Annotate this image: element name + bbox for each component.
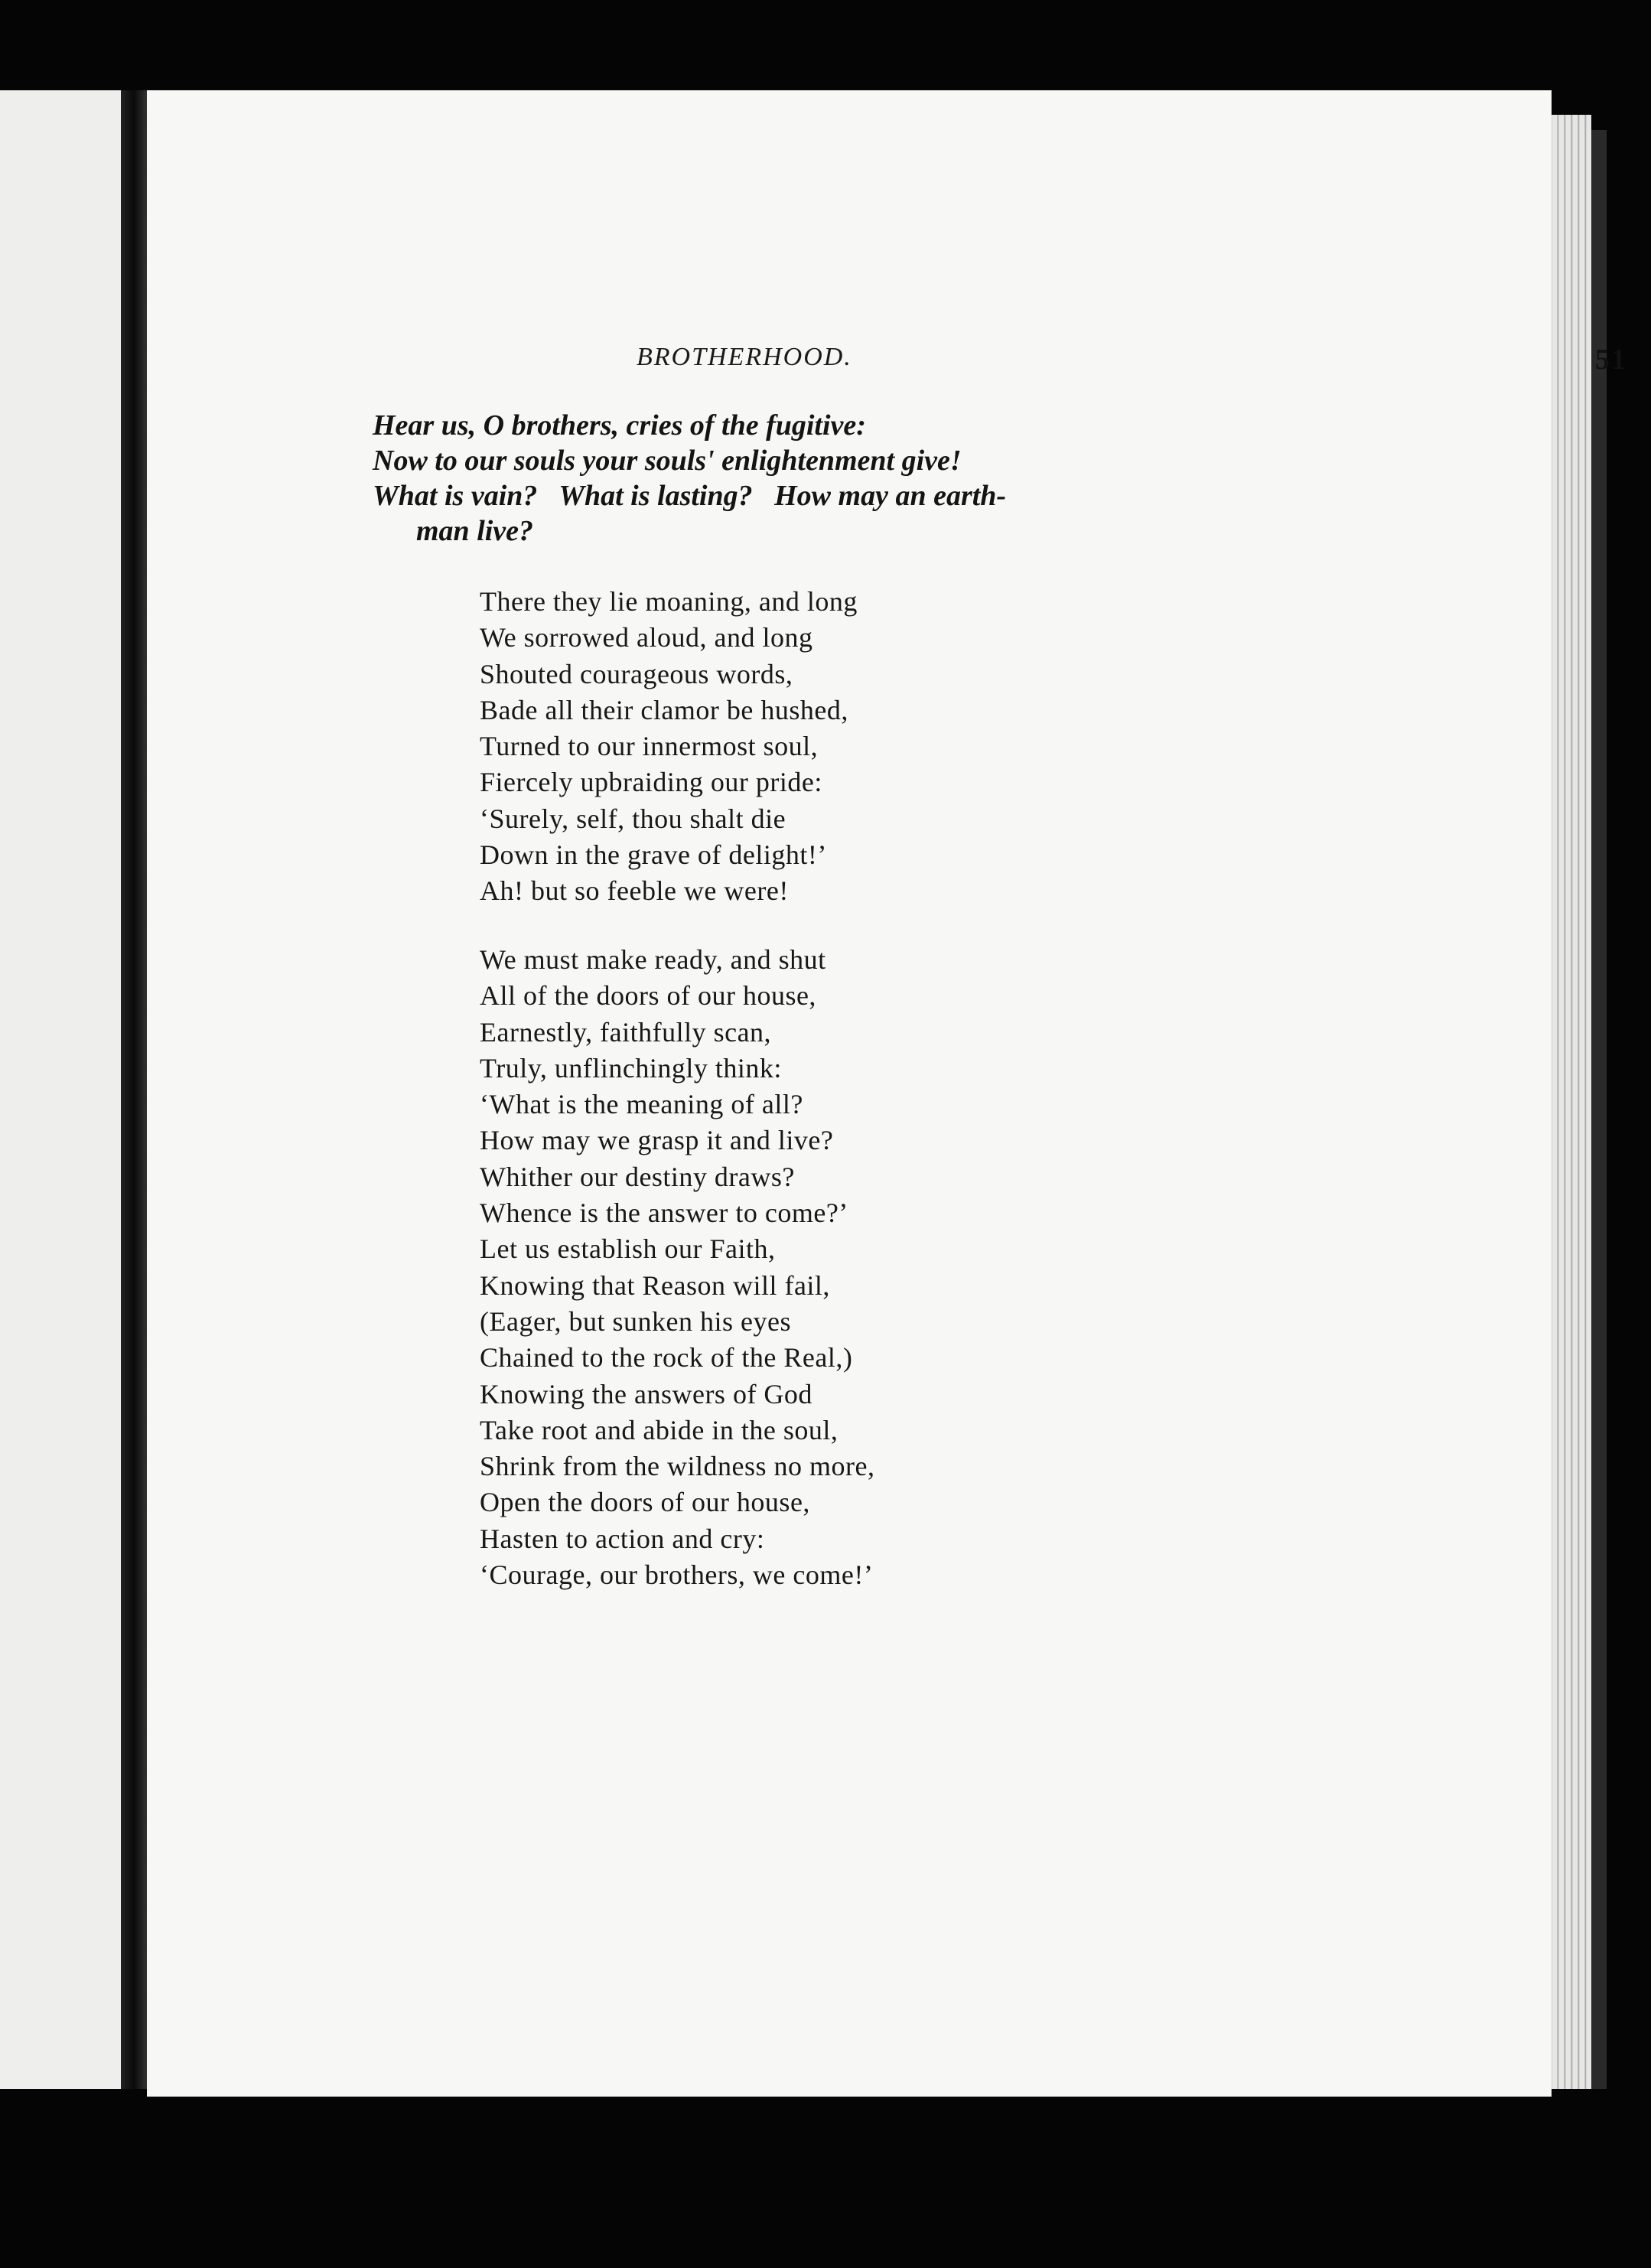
verse-line: Turned to our innermost soul, [480,731,819,762]
verse-line: Shrink from the wildness no more, [480,1451,875,1482]
verse-line: Fiercely upbraiding our pride: [480,767,822,798]
verse-line: There they lie moaning, and long [480,586,858,617]
intro-line: What is vain? What is lasting? How may an earth- [373,480,1007,512]
verse-line: Whence is the answer to come?’ [480,1198,848,1229]
verse-line: All of the doors of our house, [480,980,816,1012]
verse-line: Bade all their clamor be hushed, [480,694,848,725]
verse-line: (Eager, but sunken his eyes [480,1305,791,1337]
verse-line: We must make ready, and shut [480,944,826,975]
verse-line: Take root and abide in the soul, [480,1414,839,1445]
cover-edge [1591,130,1607,2089]
verse-line: Truly, unflinchingly think: [480,1052,782,1083]
facing-page-edge [0,90,121,2089]
verse-line: We sorrowed aloud, and long [480,622,813,653]
stanza-2 [480,942,1245,1593]
intro-line: man live? [416,515,534,547]
intro-verse [373,408,1291,549]
verse-line: Chained to the rock of the Real,) [480,1342,853,1374]
stanza-1 [480,584,1245,910]
verse-line: Let us establish our Faith, [480,1233,776,1265]
intro-line: Now to our souls your souls' enlightenment give! [373,445,962,477]
verse-line: ‘What is the meaning of all? [480,1089,803,1120]
book-page [147,90,1627,2097]
verse-line: Shouted courageous words, [480,658,793,689]
intro-line: Hear us, O brothers, cries of the fugitive: [373,409,866,442]
verse-line: Earnestly, faithfully scan, [480,1016,772,1048]
page-number: 51 [1595,344,1627,376]
verse-line: Down in the grave of delight!’ [480,839,827,871]
verse-line: Ah! but so feeble we were! [480,875,789,907]
verse-line: Hasten to action and cry: [480,1523,765,1554]
verse-line: How may we grasp it and live? [480,1125,834,1156]
verse-line: ‘Courage, our brothers, we come!’ [480,1559,874,1591]
running-title: BROTHERHOOD. [637,343,852,371]
verse-line: Knowing the answers of God [480,1378,812,1409]
verse-line: Open the doors of our house, [480,1487,810,1518]
page-fore-edge [1545,115,1591,2089]
verse-line: ‘Surely, self, thou shalt die [480,803,786,834]
verse-line: Knowing that Reason will fail, [480,1269,830,1301]
book-gutter [121,90,147,2089]
verse-line: Whither our destiny draws? [480,1161,795,1192]
